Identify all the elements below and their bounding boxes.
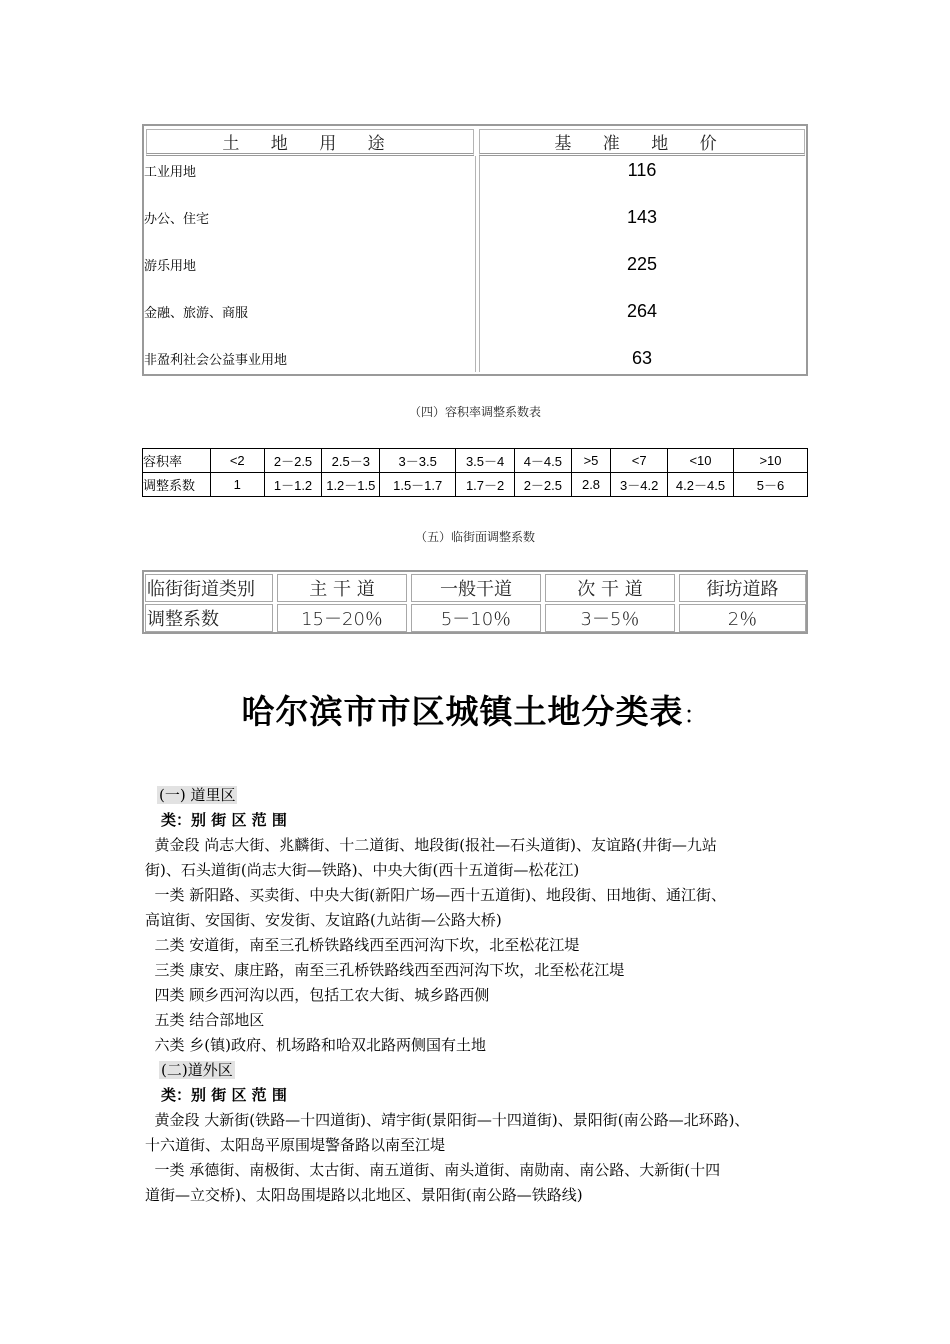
column-heading: 类：别 街 区 范 围 [161, 1086, 287, 1104]
title-text: 哈尔滨市市区城镇土地分类表 [241, 692, 684, 731]
table-cell: 4.2－4.5 [668, 473, 734, 497]
column-heading: 类：别 街 区 范 围 [161, 811, 287, 829]
table-row [144, 301, 806, 352]
paragraph-line: 高谊街、安国街、安发街、友谊路(九站街—公路大桥) [145, 911, 502, 929]
caption-street-frontage: （五）临街面调整系数 [414, 530, 535, 544]
land-use-cell: 金融、旅游、商服 [144, 306, 249, 321]
table-cell: 调整系数 [143, 473, 211, 497]
table-cell: 2％ [679, 604, 806, 632]
table-cell: 街坊道路 [679, 574, 806, 602]
price-cell: 264 [626, 301, 658, 321]
table-cell: >5 [571, 449, 611, 473]
price-cell: 225 [626, 254, 658, 274]
paragraph-line: 黄金段 尚志大街、兆麟街、十二道街、地段街(报社—石头道街)、友谊路(井街—九站 [145, 836, 717, 854]
table-row [143, 449, 808, 473]
table-cell: 2.5－3 [322, 449, 380, 473]
paragraph-line: 街)、石头道街(尚志大街—铁路)、中央大街(西十五道街—松花江) [145, 861, 580, 879]
table-cell: 5－10％ [411, 604, 541, 632]
table-row [144, 207, 806, 258]
table-cell: 2.8 [571, 473, 611, 497]
paragraph-line: 十六道街、太阳岛平原围堤警备路以南至江堤 [145, 1136, 446, 1154]
base-price-header: 基 准 地 价 [479, 129, 805, 156]
section-label: (一) 道里区 [159, 786, 236, 804]
land-use-cell: 工业用地 [144, 165, 197, 180]
table-cell: <2 [210, 449, 264, 473]
price-cell: 63 [631, 348, 653, 368]
paragraph-line: 四类 顾乡西河沟以西，包括工农大街、城乡路西侧 [145, 986, 490, 1004]
paragraph-line: 二类 安道街，南至三孔桥铁路线西至西河沟下坎，北至松花江堤 [145, 936, 580, 954]
table-cell: 一般干道 [411, 574, 541, 602]
table-cell: 2－2.5 [264, 449, 322, 473]
land-use-cell: 办公、住宅 [144, 212, 210, 227]
land-use-cell: 游乐用地 [144, 259, 197, 274]
street-frontage-table [142, 570, 808, 634]
page-title [0, 686, 950, 733]
table-cell: 1.7－2 [456, 473, 515, 497]
table-cell: 临街街道类别 [145, 574, 273, 602]
table-cell: <10 [668, 449, 734, 473]
land-price-table [142, 124, 808, 376]
table-row [143, 473, 808, 497]
table-cell: 2－2.5 [514, 473, 571, 497]
table-cell: 3.5－4 [456, 449, 515, 473]
table-cell: 调整系数 [145, 604, 273, 632]
table-cell: 3－3.5 [380, 449, 456, 473]
table-cell: 次 干 道 [545, 574, 675, 602]
table-cell: 15－20％ [277, 604, 407, 632]
price-cell: 116 [627, 160, 657, 180]
table-cell: 1－1.2 [264, 473, 322, 497]
table-cell: 3－5％ [545, 604, 675, 632]
table-row [144, 348, 806, 399]
table-row [144, 254, 806, 305]
paragraph-line: 一类 新阳路、买卖街、中央大街(新阳广场—西十五道街)、地段街、田地街、通江街、 [145, 886, 727, 904]
land-use-cell: 非盈利社会公益事业用地 [144, 353, 288, 368]
table-cell: 容积率 [143, 449, 211, 473]
caption-plot-ratio: （四）容积率调整系数表 [408, 405, 541, 419]
paragraph-line: 黄金段 大新街(铁路—十四道街)、靖宇街(景阳街—十四道街)、景阳街(南公路—北环路)、 [145, 1111, 750, 1129]
table-cell: >10 [733, 449, 807, 473]
paragraph-line: 五类 结合部地区 [145, 1011, 265, 1029]
section-heading [157, 783, 827, 808]
table-cell: 5－6 [733, 473, 807, 497]
table-cell: 4－4.5 [514, 449, 571, 473]
table-cell: 主 干 道 [277, 574, 407, 602]
table-row [144, 160, 806, 211]
section-heading [159, 1058, 829, 1083]
table-cell: 3－4.2 [611, 473, 668, 497]
section-label: (二)道外区 [161, 1061, 233, 1079]
table-cell: 1.5－1.7 [380, 473, 456, 497]
table-cell: 1.2－1.5 [322, 473, 380, 497]
land-use-header: 土 地 用 途 [146, 129, 474, 156]
paragraph-line: 一类 承德街、南极街、太古街、南五道街、南头道街、南勋南、南公路、大新街(十四 [145, 1161, 721, 1179]
paragraph-line: 道街—立交桥)、太阳岛围堤路以北地区、景阳街(南公路—铁路线) [145, 1186, 583, 1204]
table-cell: <7 [611, 449, 668, 473]
price-cell: 143 [626, 207, 658, 227]
plot-ratio-table [142, 448, 808, 497]
table-cell: 1 [210, 473, 264, 497]
paragraph-line: 三类 康安、康庄路，南至三孔桥铁路线西至西河沟下坎，北至松花江堤 [145, 961, 625, 979]
paragraph-line: 六类 乡(镇)政府、机场路和哈双北路两侧国有土地 [145, 1036, 487, 1054]
title-colon: ： [683, 701, 709, 729]
